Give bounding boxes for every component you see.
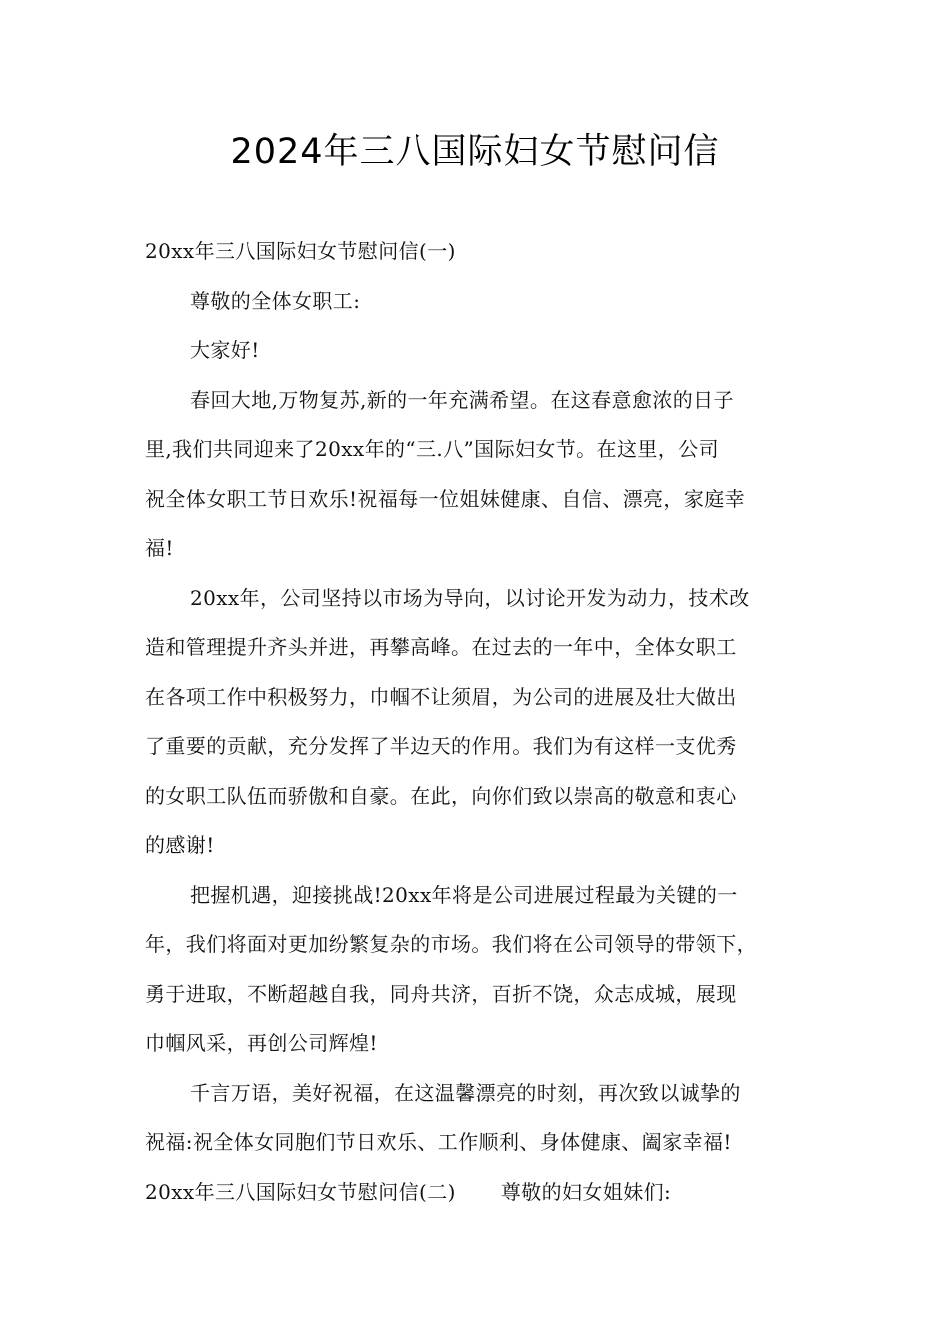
paragraph-4-line-1: 千言万语，美好祝福，在这温馨漂亮的时刻，再次致以诚挚的 bbox=[190, 1080, 741, 1105]
letter-2-line bbox=[145, 1168, 817, 1218]
document-body bbox=[145, 227, 817, 1217]
letter-2-heading: 20xx年三八国际妇女节慰问信(二) bbox=[145, 1179, 456, 1204]
paragraph-1-line-2: 里,我们共同迎来了20xx年的“三.八”国际妇女节。在这里，公司 bbox=[145, 437, 719, 461]
document-title: 2024年三八国际妇女节慰问信 bbox=[230, 132, 720, 172]
greeting: 大家好! bbox=[190, 338, 260, 362]
paragraph-2-line-5: 的女职工队伍而骄傲和自豪。在此，向你们致以崇高的敬意和衷心 bbox=[145, 783, 737, 808]
paragraph-3-line-1: 把握机遇，迎接挑战!20xx年将是公司进展过程最为关键的一 bbox=[190, 882, 738, 907]
paragraph-2-line-1: 20xx年，公司坚持以市场为导向，以讨论开发为动力，技术改 bbox=[190, 585, 750, 610]
paragraph-3-line-4: 巾帼风采，再创公司辉煌! bbox=[145, 1031, 378, 1055]
paragraph-3-line-2: 年，我们将面对更加纷繁复杂的市场。我们将在公司领导的带领下， bbox=[145, 932, 757, 956]
paragraph-3-line-3: 勇于进取，不断超越自我，同舟共济，百折不饶，众志成城，展现 bbox=[145, 981, 737, 1006]
paragraph-2-line-4: 了重要的贡献，充分发挥了半边天的作用。我们为有这样一支优秀 bbox=[145, 734, 737, 758]
paragraph-2-line-6: 的感谢! bbox=[145, 833, 215, 857]
paragraph-4-line-2: 祝福:祝全体女同胞们节日欢乐、工作顺利、身体健康、阖家幸福! bbox=[145, 1130, 732, 1154]
letter-2-salutation: 尊敬的妇女姐妹们: bbox=[500, 1179, 672, 1204]
salutation: 尊敬的全体女职工: bbox=[190, 288, 361, 313]
paragraph-1-line-3: 祝全体女职工节日欢乐!祝福每一位姐妹健康、自信、漂亮，家庭幸 bbox=[145, 486, 746, 511]
paragraph-2-line-2: 造和管理提升齐头并进，再攀高峰。在过去的一年中，全体女职工 bbox=[145, 635, 737, 659]
paragraph-2-line-3: 在各项工作中积极努力，巾帼不让须眉，为公司的进展及壮大做出 bbox=[145, 684, 737, 709]
paragraph-1-line-4: 福! bbox=[145, 536, 174, 560]
paragraph-1-line-1: 春回大地,万物复苏,新的一年充满希望。在这春意愈浓的日子 bbox=[190, 387, 734, 412]
letter-1-heading: 20xx年三八国际妇女节慰问信(一) bbox=[145, 239, 456, 263]
